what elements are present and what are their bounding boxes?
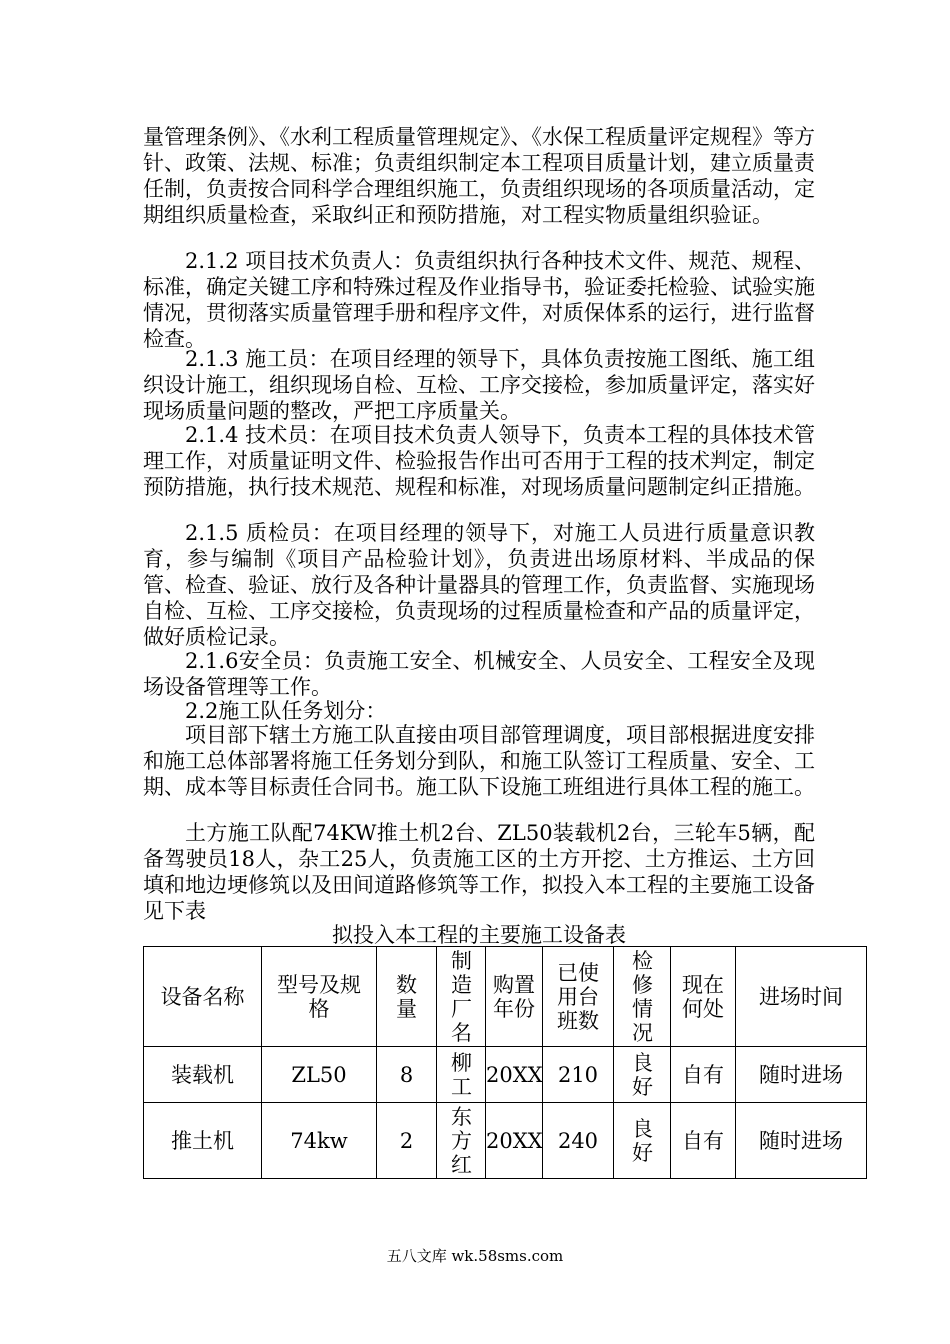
header-cell: 检修情况 — [614, 947, 671, 1047]
header-cell: 制造厂名 — [437, 947, 486, 1047]
paragraph-2-1-5: 2.1.5 质检员：在项目经理的领导下，对施工人员进行质量意识教育，参与编制《项目产品检验计划》，负责进出场原材料、半成品的保管、检查、验证、放行及各种计量器具的管理工作，负责监督、实施现场自检、互检、工序交接检，负责现场的过程质量检查和产品的质量评定，做好质检记录。 — [143, 521, 815, 649]
table-cell: 装载机 — [144, 1047, 262, 1103]
paragraph-2-2-heading: 2.2施工队任务划分： — [185, 699, 387, 723]
header-cell: 设备名称 — [144, 947, 262, 1047]
table-cell: 74kw — [262, 1103, 377, 1179]
table-cell: 20XX — [486, 1047, 543, 1103]
table-row — [144, 1047, 867, 1103]
paragraph-2-1-2: 2.1.2 项目技术负责人：负责组织执行各种技术文件、规范、规程、标准，确定关键工序和特殊过程及作业指导书，验证委托检验、试验实施情况，贯彻落实质量管理手册和程序文件，对质保体系的运行，进行监督检查。 — [143, 249, 815, 351]
header-cell: 数量 — [377, 947, 437, 1047]
paragraph-team-division: 项目部下辖土方施工队直接由项目部管理调度，项目部根据进度安排和施工总体部署将施工任务划分到队，和施工队签订工程质量、安全、工期、成本等目标责任合同书。施工队下设施工班组进行具体工程的施工。 — [143, 723, 815, 799]
paragraph-equipment-intro: 土方施工队配74KW推土机2台、ZL50装载机2台，三轮车5辆，配备驾驶员18人，杂工25人，负责施工区的土方开挖、土方推运、土方回填和地边埂修筑以及田间道路修筑等工作，拟投入本工程的主要施工设备见下表 — [143, 821, 815, 923]
table-cell: ZL50 — [262, 1047, 377, 1103]
table-caption: 拟投入本工程的主要施工设备表 — [332, 923, 626, 947]
header-cell: 已使用台班数 — [543, 947, 614, 1047]
table-cell: 2 — [377, 1103, 437, 1179]
equipment-table — [143, 946, 867, 1179]
table-cell: 自有 — [671, 1103, 736, 1179]
table-cell: 推土机 — [144, 1103, 262, 1179]
table-row — [144, 1103, 867, 1179]
header-cell: 购置年份 — [486, 947, 543, 1047]
paragraph-2-1-3: 2.1.3 施工员：在项目经理的领导下，具体负责按施工图纸、施工组织设计施工，组织现场自检、互检、工序交接检，参加质量评定，落实好现场质量问题的整改，严把工序质量关。 — [143, 347, 815, 423]
table-cell: 随时进场 — [736, 1047, 867, 1103]
table-cell: 良好 — [614, 1047, 671, 1103]
paragraph-2-1-6: 2.1.6安全员：负责施工安全、机械安全、人员安全、工程安全及现场设备管理等工作。 — [143, 649, 815, 699]
table-cell: 柳工 — [437, 1047, 486, 1103]
table-cell: 自有 — [671, 1047, 736, 1103]
table-cell: 东方红 — [437, 1103, 486, 1179]
table-cell: 随时进场 — [736, 1103, 867, 1179]
table-cell: 8 — [377, 1047, 437, 1103]
paragraph-quality-regulations: 量管理条例》、《水利工程质量管理规定》、《水保工程质量评定规程》等方针、政策、法规、标准；负责组织制定本工程项目质量计划，建立质量责任制，负责按合同科学合理组织施工，负责组织现场的各项质量活动，定期组织质量检查，采取纠正和预防措施，对工程实物质量组织验证。 — [143, 125, 815, 227]
paragraph-2-1-4: 2.1.4 技术员：在项目技术负责人领导下，负责本工程的具体技术管理工作，对质量证明文件、检验报告作出可否用于工程的技术判定，制定预防措施，执行技术规范、规程和标准，对现场质量问题制定纠正措施。 — [143, 423, 815, 499]
table-header-row — [144, 947, 867, 1047]
footer-watermark-text: 五八文库 wk.58sms.com — [386, 1247, 564, 1265]
table-cell: 20XX — [486, 1103, 543, 1179]
header-cell: 现在何处 — [671, 947, 736, 1047]
header-cell: 型号及规格 — [262, 947, 377, 1047]
table-cell: 240 — [543, 1103, 614, 1179]
header-cell: 进场时间 — [736, 947, 867, 1047]
table-cell: 210 — [543, 1047, 614, 1103]
table-cell: 良好 — [614, 1103, 671, 1179]
